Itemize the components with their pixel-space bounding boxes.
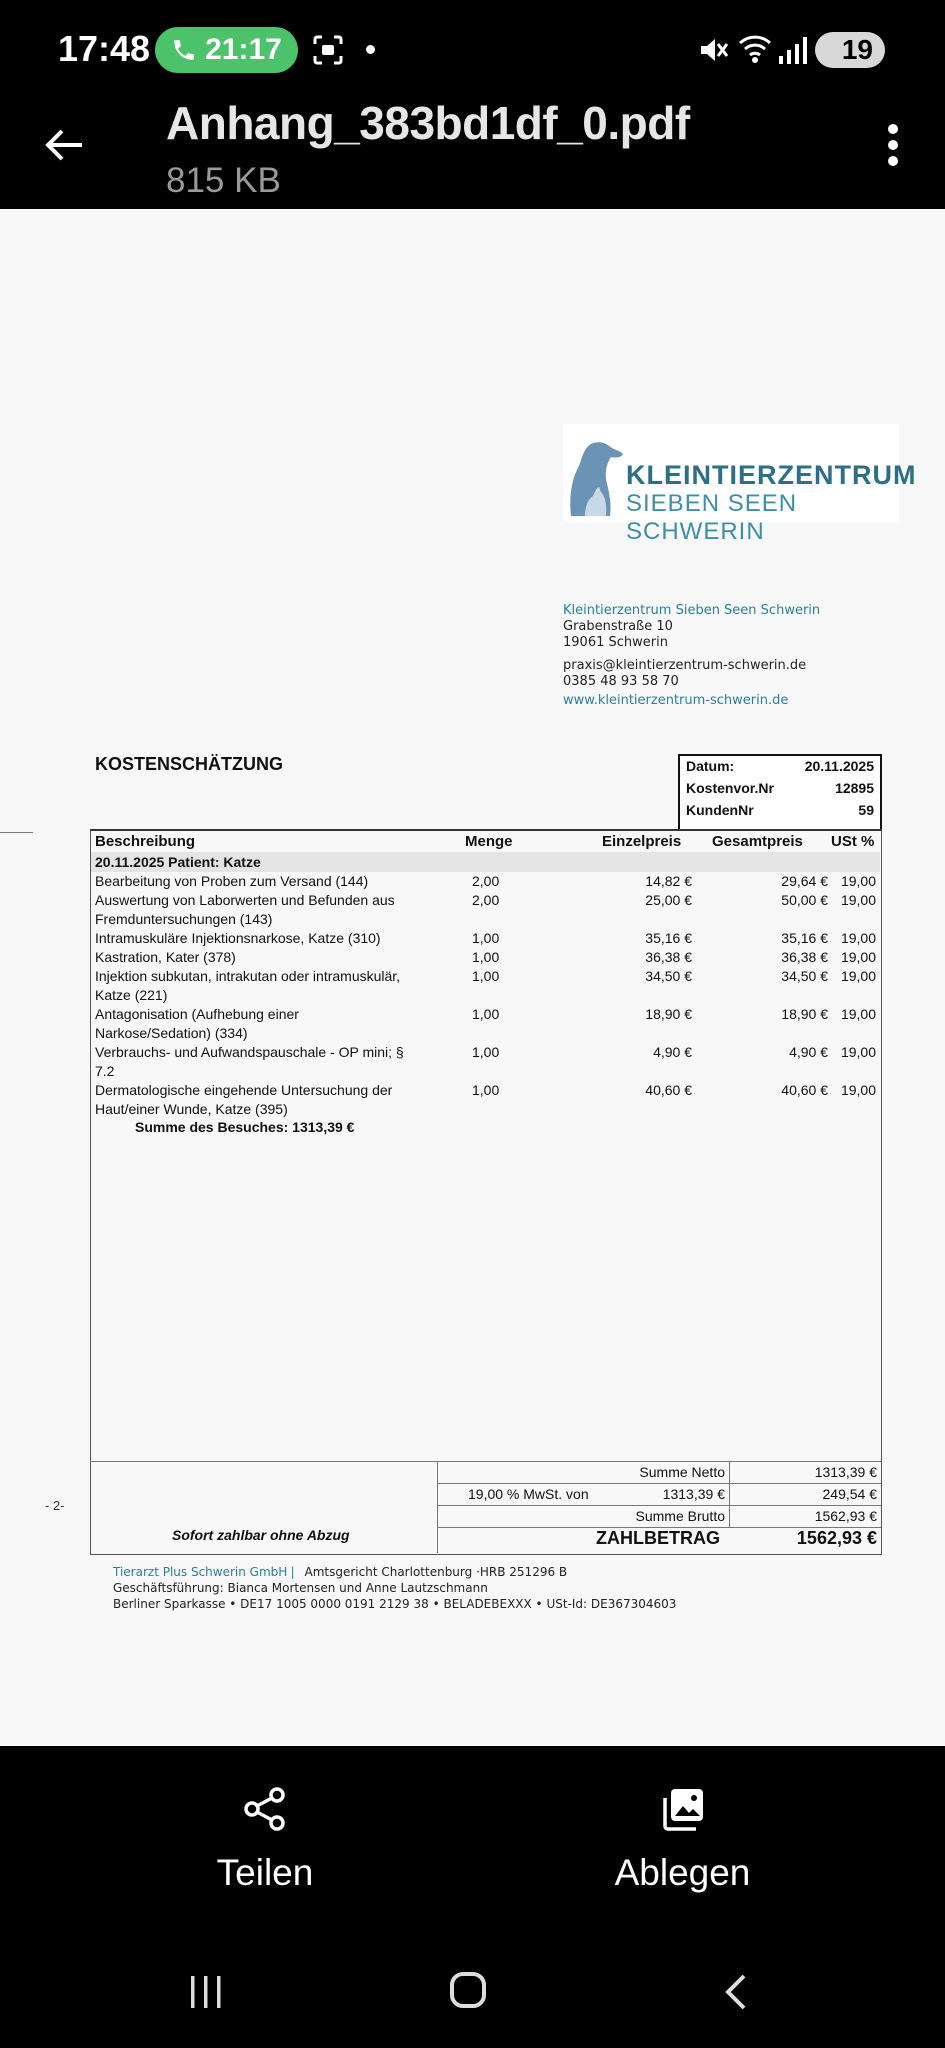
item-total-price: 18,90 € (781, 1006, 828, 1022)
share-icon (242, 1786, 288, 1832)
home-icon[interactable] (450, 1972, 486, 2008)
item-total-price: 40,60 € (781, 1082, 828, 1098)
gross-label: Summe Brutto (635, 1508, 725, 1524)
item-unit-price: 34,50 € (645, 968, 692, 984)
col-total-price: Gesamtpreis (712, 833, 803, 850)
item-description-line1: Auswertung von Laborwerten und Befunden aus (95, 892, 395, 908)
item-quantity: 1,00 (472, 1082, 500, 1098)
address-city: 19061 Schwerin (563, 635, 668, 650)
item-unit-price: 40,60 € (645, 1082, 692, 1098)
vat-base: 1313,39 € (662, 1486, 725, 1502)
customer-label: KundenNr (686, 802, 754, 818)
item-description (95, 929, 455, 948)
share-label: Teilen (216, 1852, 314, 1893)
item-quantity: 2,00 (472, 873, 500, 889)
call-indicator[interactable] (155, 27, 298, 73)
col-unit-price: Einzelpreis (602, 833, 682, 850)
item-quantity: 1,00 (472, 1044, 500, 1060)
item-description-line2: Haut/einer Wunde, Katze (395) (95, 1101, 288, 1117)
status-bar (0, 0, 945, 100)
battery-level: 19 (841, 34, 873, 65)
item-total-price: 4,90 € (789, 1044, 828, 1060)
item-description (95, 1081, 455, 1119)
footer-line1: Tierarzt Plus Schwerin GmbH | Amtsgericht Charlottenburg ·HRB 251296 B (113, 1565, 568, 1579)
nr-label: Kostenvor.Nr (686, 780, 774, 796)
item-vat: 19,00 (840, 873, 876, 889)
clock: 17:48 (58, 28, 151, 69)
totals-line-2 (437, 1505, 881, 1506)
totals-top-line (90, 1461, 881, 1462)
wifi-icon (737, 32, 773, 64)
item-description-line2: Fremduntersuchungen (143) (95, 911, 273, 927)
item-description-line1: Dermatologische eingehende Untersuchung der (95, 1082, 393, 1098)
info-box (678, 754, 882, 834)
item-unit-price: 36,38 € (645, 949, 692, 965)
date-label: Datum: (686, 758, 735, 774)
item-description-line1: Bearbeitung von Proben zum Versand (144) (95, 873, 369, 889)
col-quantity: Menge (465, 833, 513, 850)
item-description-line1: Kastration, Kater (378) (95, 949, 236, 965)
nav-back-icon[interactable] (720, 1972, 750, 2012)
file-title: Anhang_383bd1df_0.pdf (166, 97, 690, 149)
logo-line2: SIEBEN SEEN SCHWERIN (626, 490, 798, 545)
phone-icon (171, 37, 197, 63)
mute-icon (697, 34, 729, 66)
fold-mark (0, 832, 33, 833)
totals-divider-2 (729, 1461, 730, 1528)
item-description (95, 891, 455, 929)
item-quantity: 1,00 (472, 968, 500, 984)
more-options-icon[interactable] (888, 124, 900, 166)
payment-value: 1562,93 € (796, 1528, 877, 1548)
share-button[interactable] (200, 1780, 330, 1900)
info-customer-row (686, 802, 874, 818)
footer-court: Amtsgericht Charlottenburg ·HRB 251296 B (304, 1565, 568, 1579)
item-vat: 19,00 (840, 930, 876, 946)
item-unit-price: 35,16 € (645, 930, 692, 946)
item-description (95, 967, 455, 1005)
call-timer: 21:17 (205, 33, 282, 66)
patient-row (91, 852, 880, 872)
address-street: Grabenstraße 10 (563, 619, 673, 634)
info-nr-row (686, 780, 874, 796)
document-heading: KOSTENSCHÄTZUNG (95, 754, 283, 774)
item-vat: 19,00 (840, 949, 876, 965)
net-value: 1313,39 € (814, 1464, 877, 1480)
item-unit-price: 18,90 € (645, 1006, 692, 1022)
save-to-files-button[interactable] (600, 1780, 765, 1900)
notification-dot (366, 45, 375, 54)
vat-label: 19,00 % MwSt. von (468, 1486, 589, 1502)
address-email: praxis@kleintierzentrum-schwerin.de (563, 658, 807, 673)
back-arrow-icon[interactable] (42, 122, 88, 168)
address-web: www.kleintierzentrum-schwerin.de (563, 693, 789, 708)
item-vat: 19,00 (840, 968, 876, 984)
item-vat: 19,00 (840, 892, 876, 908)
item-vat: 19,00 (840, 1006, 876, 1022)
item-total-price: 29,64 € (781, 873, 828, 889)
item-description (95, 872, 455, 891)
address-phone: 0385 48 93 58 70 (563, 674, 679, 689)
totals-divider (437, 1461, 438, 1553)
item-description-line1: Injektion subkutan, intrakutan oder intramuskulär, (95, 968, 401, 984)
logo-line1: KLEINTIERZENTRUM (626, 460, 917, 490)
item-description-line2: Katze (221) (95, 987, 168, 1003)
payment-terms: Sofort zahlbar ohne Abzug (172, 1527, 350, 1543)
net-label: Summe Netto (639, 1464, 725, 1480)
item-unit-price: 25,00 € (645, 892, 692, 908)
footer-bank: Berliner Sparkasse • DE17 1005 0000 0191 2129 38 • BELADEBEXXX • USt-Id: DE367304603 (113, 1597, 677, 1611)
vat-value: 249,54 € (822, 1486, 877, 1502)
clinic-logo (563, 424, 917, 545)
date-value: 20.11.2025 (804, 758, 874, 774)
dog-cat-logo-icon (563, 424, 629, 522)
recents-icon[interactable] (188, 1974, 224, 2010)
item-description-line2: 7.2 (95, 1063, 115, 1079)
item-total-price: 35,16 € (781, 930, 828, 946)
item-description-line1: Intramuskuläre Injektionsnarkose, Katze (310) (95, 930, 381, 946)
gross-value: 1562,93 € (814, 1508, 877, 1524)
item-description-line1: Verbrauchs- und Aufwandspauschale - OP mini; § (95, 1044, 404, 1060)
visit-sum: Summe des Besuches: 1313,39 € (135, 1119, 355, 1135)
item-total-price: 34,50 € (781, 968, 828, 984)
item-description (95, 948, 455, 967)
item-description-line2: Narkose/Sedation) (334) (95, 1025, 248, 1041)
item-vat: 19,00 (840, 1044, 876, 1060)
payment-label: ZAHLBETRAG (596, 1528, 720, 1548)
item-unit-price: 4,90 € (653, 1044, 692, 1060)
signal-icon (778, 36, 808, 64)
patient-label: 20.11.2025 Patient: Katze (95, 854, 261, 870)
save-label: Ablegen (614, 1852, 751, 1893)
screen-record-icon (312, 34, 344, 66)
customer-value: 59 (858, 802, 874, 818)
item-total-price: 36,38 € (781, 949, 828, 965)
item-description-line1: Antagonisation (Aufhebung einer (95, 1006, 299, 1022)
footer-management: Geschäftsführung: Bianca Mortensen und Anne Lautzschmann (113, 1581, 488, 1595)
totals-line-1 (437, 1483, 881, 1484)
address-name: Kleintierzentrum Sieben Seen Schwerin (563, 603, 821, 618)
item-total-price: 50,00 € (781, 892, 828, 908)
item-quantity: 2,00 (472, 892, 500, 908)
item-quantity: 1,00 (472, 930, 500, 946)
item-unit-price: 14,82 € (645, 873, 692, 889)
item-quantity: 1,00 (472, 949, 500, 965)
item-description (95, 1005, 455, 1043)
battery-indicator (815, 32, 885, 68)
item-vat: 19,00 (840, 1082, 876, 1098)
page-marker: - 2- (45, 1498, 65, 1513)
file-size: 815 KB (166, 161, 281, 200)
nr-value: 12895 (835, 780, 874, 796)
col-description: Beschreibung (95, 833, 196, 850)
item-description (95, 1043, 455, 1081)
col-vat: USt % (831, 833, 875, 850)
info-date-row (686, 758, 874, 774)
gallery-icon (660, 1786, 706, 1832)
item-quantity: 1,00 (472, 1006, 500, 1022)
footer-company: Tierarzt Plus Schwerin GmbH (113, 1565, 288, 1579)
